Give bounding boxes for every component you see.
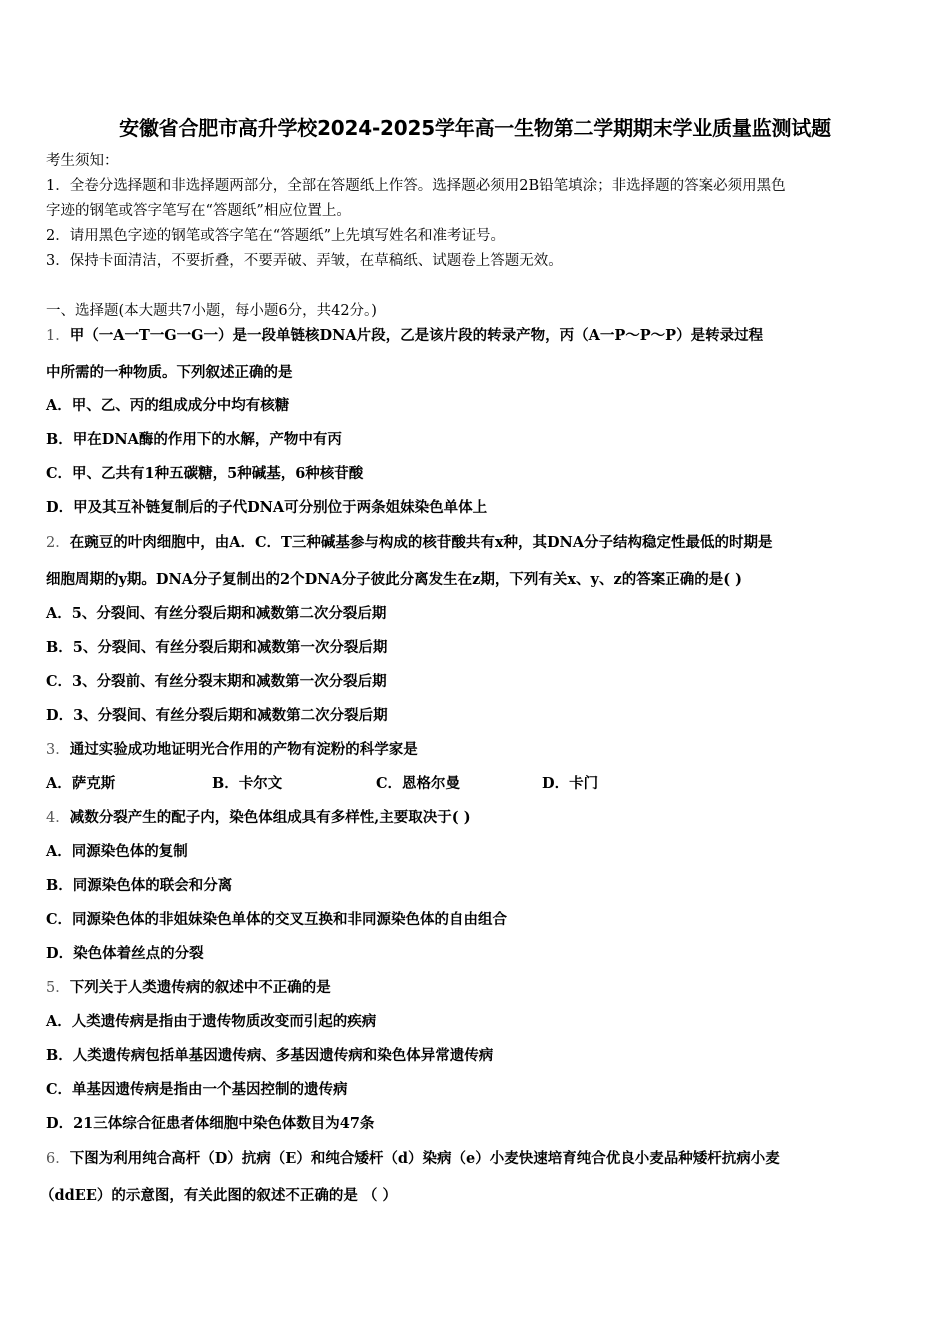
option-d: D．卡门 bbox=[542, 775, 599, 792]
option-b: B．同源染色体的联会和分离 bbox=[46, 877, 233, 894]
option-c: C．甲、乙共有1种五碳糖，5种碱基，6种核苷酸 bbox=[46, 465, 364, 482]
question-text-continued: 细胞周期的y期。DNA分子复制出的2个DNA分子彼此分离发生在z期，下列有关x、y、z的答案正确的是( ) bbox=[46, 571, 742, 588]
question-number: 2． bbox=[46, 535, 70, 551]
option-b: B．卡尔文 bbox=[212, 775, 283, 792]
section-heading: 一、选择题(本大题共7小题，每小题6分，共42分。) bbox=[46, 303, 377, 319]
option-a: A．5、分裂间、有丝分裂后期和减数第二次分裂后期 bbox=[46, 605, 387, 622]
option-row bbox=[46, 774, 666, 794]
option-d: D．甲及其互补链复制后的子代DNA可分别位于两条姐妹染色单体上 bbox=[46, 499, 488, 516]
question-1 bbox=[46, 326, 763, 346]
question-text: 下列关于人类遗传病的叙述中不正确的是 bbox=[69, 979, 331, 996]
option-d: D．3、分裂间、有丝分裂后期和减数第二次分裂后期 bbox=[46, 707, 388, 724]
question-text-continued: （ddEE）的示意图，有关此图的叙述不正确的是 （ ） bbox=[40, 1187, 397, 1204]
option-a: A．同源染色体的复制 bbox=[46, 843, 188, 860]
option-b: B．5、分裂间、有丝分裂后期和减数第一次分裂后期 bbox=[46, 639, 388, 656]
notice-item: 2．请用黑色字迹的钢笔或答字笔在“答题纸”上先填写姓名和准考证号。 bbox=[46, 228, 506, 244]
question-3 bbox=[46, 740, 418, 760]
option-c: C．恩格尔曼 bbox=[376, 775, 461, 792]
question-2 bbox=[46, 533, 773, 553]
question-text: 下图为利用纯合高杆（D）抗病（E）和纯合矮杆（d）染病（e）小麦快速培育纯合优良小麦品种矮杆抗病小麦 bbox=[69, 1150, 780, 1167]
question-text: 甲（一A一T一G一G一）是一段单链核DNA片段，乙是该片段的转录产物，丙（A一P～P～P）是转录过程 bbox=[69, 327, 764, 344]
notice-item: 字迹的钢笔或答字笔写在“答题纸”相应位置上。 bbox=[46, 203, 351, 219]
question-text: 通过实验成功地证明光合作用的产物有淀粉的科学家是 bbox=[69, 741, 418, 758]
notice-item: 1．全卷分选择题和非选择题两部分，全部在答题纸上作答。选择题必须用2B铅笔填涂；非选择题的答案必须用黑色 bbox=[46, 178, 786, 194]
option-a: A．萨克斯 bbox=[46, 775, 116, 792]
page-title: 安徽省合肥市高升学校2024-2025学年高一生物第二学期期末学业质量监测试题 bbox=[119, 116, 831, 140]
question-number: 6． bbox=[46, 1151, 70, 1167]
question-number: 1． bbox=[46, 328, 70, 344]
question-text: 减数分裂产生的配子内，染色体组成具有多样性,主要取决于( ) bbox=[69, 809, 471, 826]
question-6 bbox=[46, 1149, 780, 1169]
question-number: 3． bbox=[46, 742, 70, 758]
question-text: 在豌豆的叶肉细胞中，由A．C．T三种碱基参与构成的核苷酸共有x种，其DNA分子结构稳定性最低的时期是 bbox=[69, 534, 773, 551]
option-a: A．人类遗传病是指由于遗传物质改变而引起的疾病 bbox=[46, 1013, 377, 1030]
question-4 bbox=[46, 808, 471, 828]
option-c: C．3、分裂前、有丝分裂末期和减数第一次分裂后期 bbox=[46, 673, 387, 690]
question-number: 4． bbox=[46, 810, 70, 826]
question-number: 5． bbox=[46, 980, 70, 996]
option-a: A．甲、乙、丙的组成成分中均有核糖 bbox=[46, 397, 290, 414]
option-b: B．甲在DNA酶的作用下的水解，产物中有丙 bbox=[46, 431, 342, 448]
option-b: B．人类遗传病包括单基因遗传病、多基因遗传病和染色体异常遗传病 bbox=[46, 1047, 494, 1064]
option-d: D．染色体着丝点的分裂 bbox=[46, 945, 204, 962]
question-text-continued: 中所需的一种物质。下列叙述正确的是 bbox=[46, 364, 293, 381]
option-c: C．单基因遗传病是指由一个基因控制的遗传病 bbox=[46, 1081, 348, 1098]
notice-item: 3．保持卡面清洁，不要折叠，不要弄破、弄皱，在草稿纸、试题卷上答题无效。 bbox=[46, 253, 563, 269]
notice-heading: 考生须知： bbox=[46, 153, 119, 169]
option-d: D．21三体综合征患者体细胞中染色体数目为47条 bbox=[46, 1115, 375, 1132]
option-c: C．同源染色体的非姐妹染色单体的交叉互换和非同源染色体的自由组合 bbox=[46, 911, 508, 928]
question-5 bbox=[46, 978, 331, 998]
